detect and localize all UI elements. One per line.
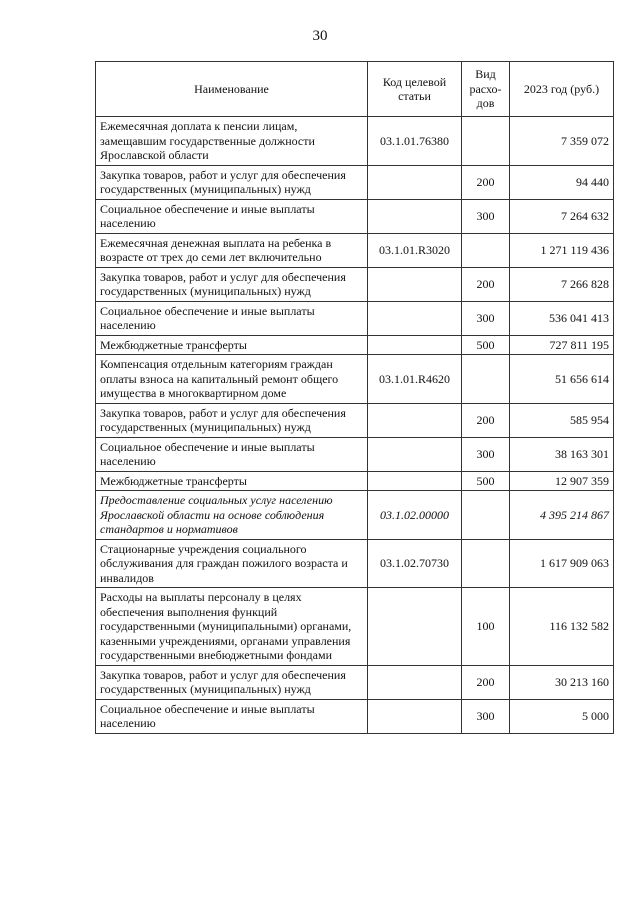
row-type: 300 <box>462 699 510 733</box>
row-name: Закупка товаров, работ и услуг для обеспечения государственных (муниципальных) нужд <box>96 267 368 301</box>
row-code <box>368 267 462 301</box>
row-type: 300 <box>462 199 510 233</box>
header-amount: 2023 год (руб.) <box>510 62 614 117</box>
table-row <box>96 588 614 666</box>
row-amount: 38 163 301 <box>510 437 614 471</box>
row-name: Социальное обеспечение и иные выплаты населению <box>96 301 368 335</box>
table-row <box>96 403 614 437</box>
row-amount: 1 617 909 063 <box>510 539 614 588</box>
row-type <box>462 491 510 540</box>
row-name: Межбюджетные трансферты <box>96 335 368 355</box>
row-amount: 585 954 <box>510 403 614 437</box>
table-row <box>96 165 614 199</box>
row-code <box>368 699 462 733</box>
row-name: Закупка товаров, работ и услуг для обеспечения государственных (муниципальных) нужд <box>96 403 368 437</box>
row-code <box>368 199 462 233</box>
table-row <box>96 665 614 699</box>
table-row <box>96 199 614 233</box>
row-name: Закупка товаров, работ и услуг для обеспечения государственных (муниципальных) нужд <box>96 665 368 699</box>
row-code <box>368 471 462 491</box>
row-type: 500 <box>462 335 510 355</box>
row-code <box>368 403 462 437</box>
budget-table <box>95 61 614 734</box>
row-code <box>368 588 462 666</box>
row-code: 03.1.01.R3020 <box>368 233 462 267</box>
row-name: Расходы на выплаты персоналу в целях обеспечения выполнения функций государственными (муниципальными) органами, казенными учреждениями, органами управления государственными внебюджетными фондами <box>96 588 368 666</box>
row-amount: 536 041 413 <box>510 301 614 335</box>
table-row <box>96 471 614 491</box>
row-name: Межбюджетные трансферты <box>96 471 368 491</box>
row-code: 03.1.01.76380 <box>368 117 462 166</box>
row-name: Социальное обеспечение и иные выплаты населению <box>96 199 368 233</box>
table-row <box>96 233 614 267</box>
row-code: 03.1.02.70730 <box>368 539 462 588</box>
row-amount: 1 271 119 436 <box>510 233 614 267</box>
table-row <box>96 355 614 404</box>
header-name: Наименование <box>96 62 368 117</box>
row-type: 200 <box>462 403 510 437</box>
row-type <box>462 355 510 404</box>
table-row <box>96 117 614 166</box>
header-code: Код целевой статьи <box>368 62 462 117</box>
row-amount: 7 266 828 <box>510 267 614 301</box>
row-code <box>368 301 462 335</box>
row-name: Ежемесячная денежная выплата на ребенка в возрасте от трех до семи лет включительно <box>96 233 368 267</box>
table-row <box>96 539 614 588</box>
table-row <box>96 437 614 471</box>
row-name: Компенсация отдельным категориям граждан оплаты взноса на капитальный ремонт общего имущества в многоквартирном доме <box>96 355 368 404</box>
row-type: 200 <box>462 267 510 301</box>
row-name: Стационарные учреждения социального обслуживания для граждан пожилого возраста и инвалидов <box>96 539 368 588</box>
row-amount: 116 132 582 <box>510 588 614 666</box>
row-amount: 12 907 359 <box>510 471 614 491</box>
row-name: Предоставление социальных услуг населению Ярославской области на основе соблюдения стандартов и нормативов <box>96 491 368 540</box>
table-header-row <box>96 62 614 117</box>
row-amount: 51 656 614 <box>510 355 614 404</box>
row-amount: 727 811 195 <box>510 335 614 355</box>
row-amount: 7 264 632 <box>510 199 614 233</box>
row-code <box>368 335 462 355</box>
row-type: 300 <box>462 437 510 471</box>
row-amount: 94 440 <box>510 165 614 199</box>
table-row <box>96 267 614 301</box>
table-row <box>96 699 614 733</box>
row-amount: 30 213 160 <box>510 665 614 699</box>
table-row <box>96 491 614 540</box>
row-type: 300 <box>462 301 510 335</box>
row-type <box>462 539 510 588</box>
row-amount: 4 395 214 867 <box>510 491 614 540</box>
row-code <box>368 665 462 699</box>
row-code: 03.1.01.R4620 <box>368 355 462 404</box>
page-number: 30 <box>312 28 328 44</box>
row-type: 500 <box>462 471 510 491</box>
row-code: 03.1.02.00000 <box>368 491 462 540</box>
row-name: Ежемесячная доплата к пенсии лицам, замещавшим государственные должности Ярославской области <box>96 117 368 166</box>
row-name: Социальное обеспечение и иные выплаты населению <box>96 437 368 471</box>
row-type <box>462 117 510 166</box>
row-type: 200 <box>462 665 510 699</box>
row-code <box>368 437 462 471</box>
row-name: Социальное обеспечение и иные выплаты населению <box>96 699 368 733</box>
table-row <box>96 335 614 355</box>
table-row <box>96 301 614 335</box>
row-name: Закупка товаров, работ и услуг для обеспечения государственных (муниципальных) нужд <box>96 165 368 199</box>
header-type: Вид расхо-дов <box>462 62 510 117</box>
row-amount: 7 359 072 <box>510 117 614 166</box>
row-code <box>368 165 462 199</box>
row-type <box>462 233 510 267</box>
row-type: 200 <box>462 165 510 199</box>
row-type: 100 <box>462 588 510 666</box>
row-amount: 5 000 <box>510 699 614 733</box>
